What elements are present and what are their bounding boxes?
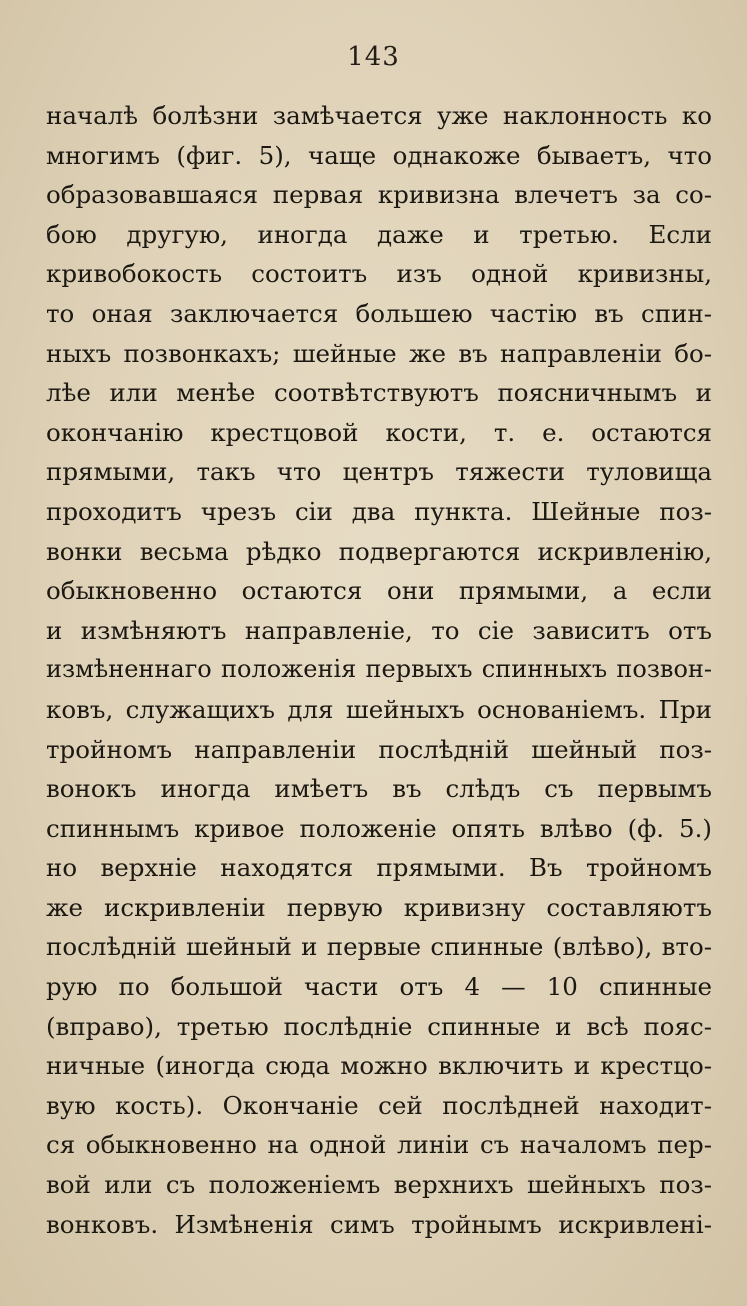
text-line-12: вонки весьма рѣдко подвергаются искривленію,	[46, 536, 712, 566]
body-text	[46, 96, 712, 1244]
text-line-7: ныхъ позвонкахъ; шейные же въ направленіи бо-	[46, 338, 712, 368]
text-line-17: тройномъ направленіи послѣдній шейный поз-	[46, 734, 712, 764]
text-line-13: обыкновенно остаются они прямыми, а если	[46, 576, 712, 606]
text-line-14: и измѣняютъ направленіе, то сіе зависитъ отъ	[46, 615, 712, 645]
text-line-20: но верхніе находятся прямыми. Въ тройномъ	[46, 853, 712, 883]
text-line-1: началѣ болѣзни замѣчается уже наклонность ко	[46, 101, 712, 130]
text-line-15: измѣненнаго положенія первыхъ спинныхъ позвон-	[46, 655, 712, 684]
text-line-25: ничные (иногда сюда можно включить и крестцо-	[46, 1051, 712, 1081]
text-line-11: проходитъ чрезъ сіи два пункта. Шейные поз-	[46, 496, 712, 526]
text-line-29: вонковъ. Измѣненія симъ тройнымъ искривлені-	[46, 1209, 712, 1239]
text-line-9: окончанію крестцовой кости, т. е. остаются	[46, 417, 712, 447]
text-line-24: (вправо), третью послѣдніе спинные и всѣ пояс-	[46, 1011, 712, 1041]
text-line-22: послѣдній шейный и первые спинные (влѣво), вто-	[46, 932, 712, 962]
text-line-28: вой или съ положеніемъ верхнихъ шейныхъ поз-	[46, 1170, 712, 1200]
page-number: 143	[347, 42, 400, 72]
text-line-3: образовавшаяся первая кривизна влечетъ за со-	[46, 180, 712, 210]
text-line-18: вонокъ иногда имѣетъ въ слѣдъ съ первымъ	[46, 774, 712, 804]
text-line-19: спиннымъ кривое положеніе опять влѣво (ф. 5.)	[46, 813, 712, 843]
text-line-5: кривобокость состоитъ изъ одной кривизны,	[46, 259, 712, 289]
text-line-2: многимъ (фиг. 5), чаще однакоже бываетъ, что	[46, 140, 712, 170]
text-line-10: прямыми, такъ что центръ тяжести туловища	[46, 457, 712, 487]
text-line-4: бою другую, иногда даже и третью. Если	[46, 219, 712, 249]
text-line-8: лѣе или менѣе соотвѣтствуютъ поясничнымъ и	[46, 378, 712, 408]
text-line-16: ковъ, служащихъ для шейныхъ основаніемъ. При	[46, 694, 712, 724]
text-line-23: рую по большой части отъ 4 — 10 спинные	[46, 972, 712, 1002]
text-line-6: то оная заключается большею частію въ спин-	[46, 298, 712, 328]
text-line-26: вую кость). Окончаніе сей послѣдней находит-	[46, 1090, 712, 1120]
text-line-27: ся обыкновенно на одной линіи съ началомъ пер-	[46, 1130, 712, 1160]
text-line-21: же искривленіи первую кривизну составляютъ	[46, 892, 712, 922]
